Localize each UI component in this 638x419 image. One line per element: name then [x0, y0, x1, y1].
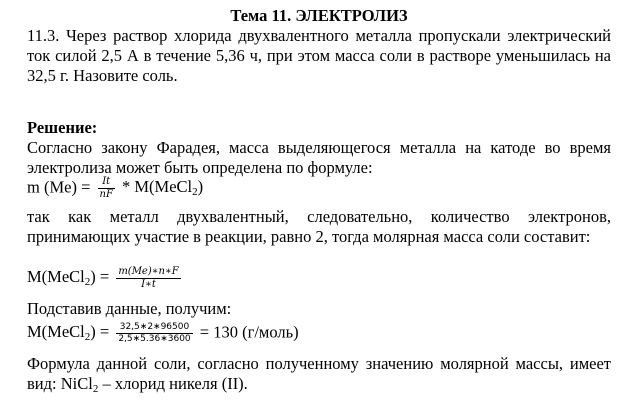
formula-faraday-fraction — [98, 176, 115, 201]
formula-molar-mass — [27, 266, 184, 291]
formula-result — [27, 322, 299, 345]
formula-molar-mass-numerator: m(Me)∗n∗F — [118, 266, 179, 277]
solution-conclusion: Формула данной соли, согласно полученному значению молярной массы, имеет вид: NiCl$_2$ – хлорид никеля (II). — [27, 354, 611, 395]
formula-faraday-lhs: m (Me) = — [27, 177, 91, 197]
formula-result-lhs: M(MeCl$_2$) = — [27, 322, 110, 344]
formula-result-numerator: 32,5∗2∗96500 — [119, 322, 190, 332]
formula-molar-mass-lhs: M(MeCl$_2$) = — [27, 267, 110, 289]
formula-result-value: = 130 (г/моль) — [199, 322, 299, 342]
formula-faraday-rhs: * M(MeCl$_2$) — [122, 177, 204, 199]
solution-heading: Решение: — [27, 118, 98, 137]
formula-molar-mass-fraction — [116, 266, 180, 291]
solution-substitute: Подставив данные, получим: — [27, 299, 232, 318]
solution-explanation: так как металл двухвалентный, следовательно, количество электронов, принимающих участие в реакции, равно 2, тогда молярная масса соли составит: — [27, 207, 611, 246]
formula-result-denominator: 2,5∗5.36∗3600 — [118, 334, 191, 344]
formula-faraday-numerator: It — [102, 176, 111, 187]
page-title: Тема 11. ЭЛЕКТРОЛИЗ — [230, 6, 408, 25]
formula-faraday-denominator: nF — [99, 189, 113, 200]
formula-molar-mass-denominator: I∗t — [116, 278, 180, 291]
problem-statement: 11.3. Через раствор хлорида двухвалентного металла пропускали электрический ток силой 2,5 А в течение 5,36 ч, при этом масса соли в растворе уменьшилась на 32,5 г. Назовите соль. — [27, 26, 611, 85]
formula-faraday — [27, 176, 203, 201]
solution-intro: Согласно закону Фарадея, масса выделяющегося металла на катоде во время электролиза может быть определена по формуле: — [27, 138, 611, 177]
formula-result-fraction — [116, 322, 192, 345]
